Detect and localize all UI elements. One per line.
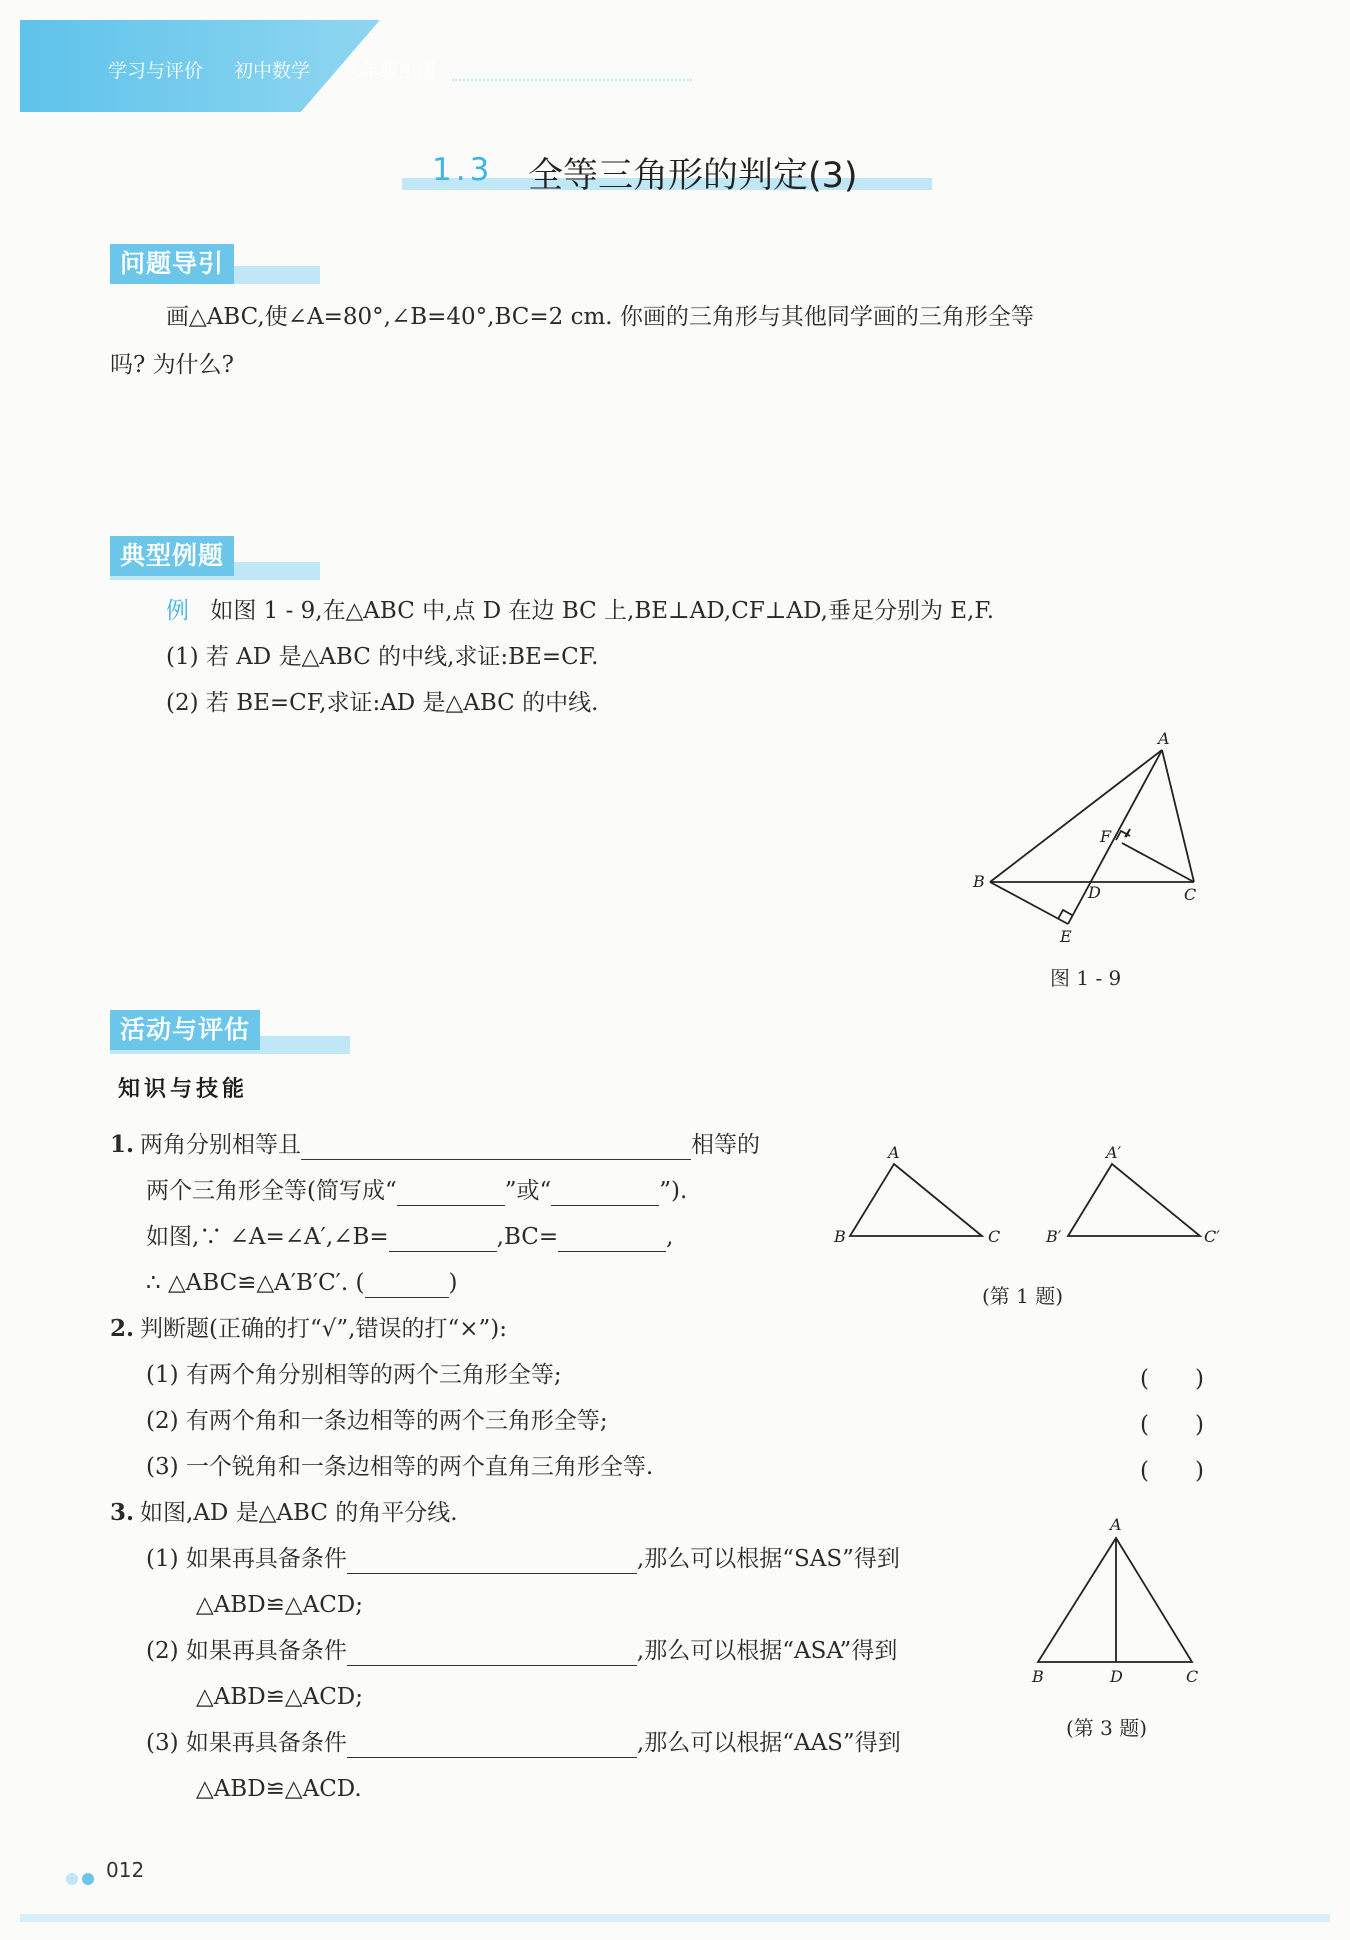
q3-text: (3) 如果再具备条件 xyxy=(146,1730,347,1756)
example-part2: (2) 若 BE=CF,求证:AD 是△ABC 的中线. xyxy=(166,690,599,716)
header-series: 学习与评价 xyxy=(108,60,204,82)
q3-part3 xyxy=(146,1728,901,1758)
q3-text: (2) 如果再具备条件 xyxy=(146,1638,347,1664)
footer-dots xyxy=(66,1870,98,1889)
q1-text: 两个三角形全等(简写成“ xyxy=(146,1178,397,1204)
q3-blank-1[interactable] xyxy=(347,1549,637,1574)
q3-text: ,那么可以根据“ASA”得到 xyxy=(636,1638,898,1664)
q1-text: 相等的 xyxy=(691,1132,761,1158)
q2-item-1: (1) 有两个角分别相等的两个三角形全等; xyxy=(146,1362,562,1388)
q3-blank-3[interactable] xyxy=(347,1733,637,1758)
q1-text: ) xyxy=(448,1270,458,1296)
q1-line2 xyxy=(146,1176,687,1206)
footer-dot xyxy=(82,1873,94,1885)
label-A: A xyxy=(1158,730,1170,748)
q3-text: ,那么可以根据“SAS”得到 xyxy=(636,1546,900,1572)
label-B: B xyxy=(1032,1667,1044,1686)
q1-text: ∴ △ABC≌△A′B′C′. ( xyxy=(146,1270,365,1296)
q3-number: 3. xyxy=(110,1499,135,1526)
q2-answer-bracket-1[interactable]: ( ) xyxy=(1140,1366,1204,1392)
q3-part3-result: △ABD≌△ACD. xyxy=(196,1776,362,1802)
label-C: C xyxy=(1186,1667,1199,1686)
q2-answer-bracket-3[interactable]: ( ) xyxy=(1140,1458,1204,1484)
label-F: F xyxy=(1100,827,1112,846)
label-A: A xyxy=(1110,1515,1122,1534)
segment-AB xyxy=(990,750,1162,882)
example-text: 如图 1 - 9,在△ABC 中,点 D 在边 BC 上,BE⊥AD,CF⊥AD,垂足分别为 E,F. xyxy=(210,598,995,624)
q1-text: 如图,∵ ∠A=∠A′,∠B= xyxy=(146,1224,389,1250)
segment-BE xyxy=(990,882,1068,924)
header-subject: 初中数学 xyxy=(234,60,311,82)
label-B: B xyxy=(834,1227,846,1246)
section-label-examples: 典型例题 xyxy=(110,536,234,576)
q1-text: ”). xyxy=(659,1178,688,1204)
q1-line4 xyxy=(146,1268,457,1298)
label-C: C xyxy=(1184,885,1197,904)
q3-intro: 如图,AD 是△ABC 的角平分线. xyxy=(140,1500,458,1526)
q2-intro-line xyxy=(110,1314,507,1344)
q1-text: , xyxy=(666,1224,674,1250)
triangle-A2B2C2 xyxy=(1068,1164,1200,1236)
label-A-prime: A′ xyxy=(1106,1143,1122,1162)
q3-part1-result: △ABD≌△ACD; xyxy=(196,1592,363,1618)
q1-line3 xyxy=(146,1222,673,1252)
guide-question-line1: 画△ABC,使∠A=80°,∠B=40°,BC=2 cm. 你画的三角形与其他同学画的三角形全等 xyxy=(166,304,1034,330)
q1-blank-2[interactable] xyxy=(397,1181,505,1206)
figure-caption: 图 1 - 9 xyxy=(1050,966,1122,990)
header-grade: 八年级上册 xyxy=(342,60,438,82)
q3-part1 xyxy=(146,1544,900,1574)
footer-dot xyxy=(66,1873,78,1885)
q1-blank-4[interactable] xyxy=(389,1227,497,1252)
figure-1-9 xyxy=(960,730,1230,950)
q3-text: (1) 如果再具备条件 xyxy=(146,1546,347,1572)
q2-number: 2. xyxy=(110,1315,135,1342)
q3-intro-line xyxy=(110,1498,458,1528)
label-E: E xyxy=(1060,927,1072,946)
label-D: D xyxy=(1088,883,1101,902)
q1-text: ”或“ xyxy=(504,1178,552,1204)
subsection-knowledge-skills: 知识与技能 xyxy=(118,1077,249,1102)
section-number: 1.3 xyxy=(432,152,494,188)
q1-line1 xyxy=(110,1130,760,1160)
figure-q1 xyxy=(830,1140,1230,1260)
example-part1: (1) 若 AD 是△ABC 的中线,求证:BE=CF. xyxy=(166,644,599,670)
q3-part2 xyxy=(146,1636,897,1666)
label-B-prime: B′ xyxy=(1046,1227,1062,1246)
header-dotted-line xyxy=(452,79,692,81)
section-label-activity: 活动与评估 xyxy=(110,1010,260,1050)
label-A: A xyxy=(888,1143,900,1162)
example-statement xyxy=(166,596,994,626)
segment-AE xyxy=(1068,750,1162,924)
label-C: C xyxy=(988,1227,1001,1246)
q1-text: 两角分别相等且 xyxy=(140,1132,302,1158)
page-title: 全等三角形的判定(3) xyxy=(528,156,858,196)
q1-blank-3[interactable] xyxy=(551,1181,659,1206)
q2-intro: 判断题(正确的打“√”,错误的打“×”): xyxy=(140,1316,507,1342)
guide-question-line2: 吗? 为什么? xyxy=(110,352,234,378)
page-number: 012 xyxy=(106,1858,145,1882)
triangle-ABC xyxy=(850,1164,982,1236)
triangle-ABC xyxy=(1038,1538,1192,1662)
q3-caption: (第 3 题) xyxy=(1066,1716,1148,1740)
right-angle-E xyxy=(1058,910,1072,919)
q1-blank-6[interactable] xyxy=(365,1273,449,1298)
segment-AC xyxy=(1162,750,1194,882)
q1-blank-1[interactable] xyxy=(301,1135,691,1160)
figure-q3 xyxy=(1020,1508,1220,1688)
label-D: D xyxy=(1110,1667,1123,1686)
q3-blank-2[interactable] xyxy=(347,1641,637,1666)
q2-item-2: (2) 有两个角和一条边相等的两个三角形全等; xyxy=(146,1408,608,1434)
q3-text: ,那么可以根据“AAS”得到 xyxy=(636,1730,901,1756)
segment-CF xyxy=(1122,843,1194,882)
q2-answer-bracket-2[interactable]: ( ) xyxy=(1140,1412,1204,1438)
example-tag: 例 xyxy=(166,598,189,624)
q1-caption: (第 1 题) xyxy=(982,1284,1064,1308)
q2-item-3: (3) 一个锐角和一条边相等的两个直角三角形全等. xyxy=(146,1454,654,1480)
label-C-prime: C′ xyxy=(1204,1227,1220,1246)
q1-blank-5[interactable] xyxy=(558,1227,666,1252)
label-B: B xyxy=(973,872,985,891)
section-label-guide: 问题导引 xyxy=(110,244,234,284)
q1-text: ,BC= xyxy=(496,1224,559,1250)
bottom-band xyxy=(20,1914,1330,1922)
q1-number: 1. xyxy=(110,1131,135,1158)
q3-part2-result: △ABD≌△ACD; xyxy=(196,1684,363,1710)
